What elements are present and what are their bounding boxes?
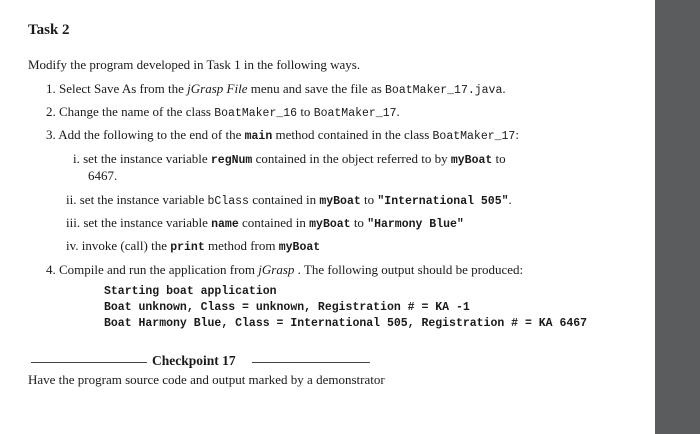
- output-line-3: Boat Harmony Blue, Class = International 505, Registration # = KA 6467: [104, 317, 588, 330]
- substep-iv: iv. invoke (call) the print method from myBoat: [66, 238, 321, 254]
- output-line-2: Boat unknown, Class = unknown, Registration # = KA -1: [104, 301, 470, 314]
- checkpoint-title: Checkpoint 17: [152, 353, 236, 368]
- substep-i: i. set the instance variable regNum contained in the object referred to by myBoat to: [73, 151, 506, 167]
- substep-iii: iii. set the instance variable name contained in myBoat to "Harmony Blue": [66, 215, 464, 231]
- step-4: 4. Compile and run the application from jGrasp . The following output should be produced:: [46, 262, 524, 277]
- checkpoint-text: Have the program source code and output marked by a demonstrator: [28, 372, 385, 387]
- step-1: 1. Select Save As from the jGrasp File menu and save the file as BoatMaker_17.java.: [46, 81, 506, 97]
- task-heading: Task 2: [28, 22, 70, 38]
- substep-ii: ii. set the instance variable bClass contained in myBoat to "International 505".: [66, 192, 512, 208]
- task-intro: Modify the program developed in Task 1 in the following ways.: [28, 57, 361, 72]
- checkpoint-rule-left: [31, 362, 147, 363]
- side-panel: [655, 0, 700, 434]
- output-line-1: Starting boat application: [104, 285, 277, 298]
- checkpoint-rule-right: [252, 362, 370, 363]
- step-3: 3. Add the following to the end of the main method contained in the class BoatMaker_17:: [46, 127, 519, 143]
- step-2: 2. Change the name of the class BoatMaker_16 to BoatMaker_17.: [46, 104, 400, 120]
- substep-i-continuation: 6467.: [88, 168, 118, 183]
